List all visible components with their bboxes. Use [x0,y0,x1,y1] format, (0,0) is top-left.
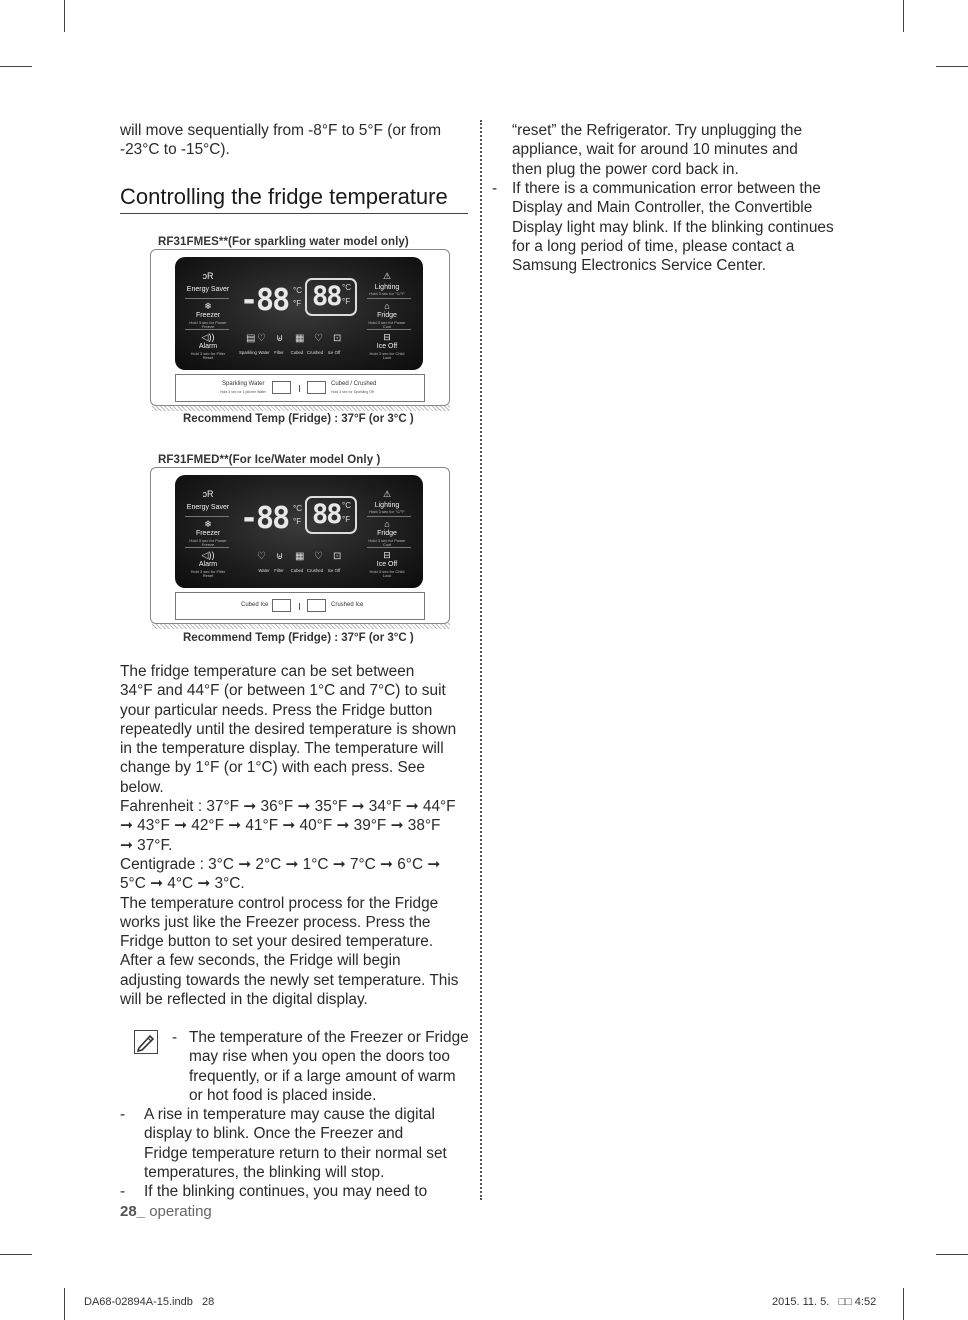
alarm-icon: ◁)) [201,332,215,342]
fridge-sub: Hold 3 sec for Power Cool [368,320,406,329]
fridge-temp-display: 88 [312,499,341,530]
panel1-frame [150,249,450,406]
fridge-temp-paragraph: The fridge temperature can be set between 34°F and 44°F (or between 1°C and 7°C) to suit your particular needs. Press the Fridge button repeatedly until the desired temperature is shown in the temperature display. The temperature will change by 1°F (or 1°C) with each press. See below. Fahrenheit : 37°F ➞ 36°F ➞ 35°F ➞ 34°F ➞ 44°F ➞ 43°F ➞ 42°F ➞ 41°F ➞ 40°F ➞ 39°F ➞ 38°F ➞ 37°F. Centigrade : 3°C ➞ 2°C ➞ 1°C ➞ 7°C ➞ 6°C ➞ 5°C ➞ 4°C ➞ 3°C. The temperature control process for the Fridge works just like the Freezer process. Press the Fridge button to set your desired temperature. After a few seconds, the Fridge will begin adjusting towards the newly set temperature. This will be reflected in the digital display. [120,663,459,1009]
freezer-sub: Hold 3 sec for Power Freeze [189,320,227,329]
lighting-icon: ⚠ [382,271,392,281]
heading-rule [120,213,468,214]
crop-mark [64,1288,65,1320]
mode-label-filter: Filter [274,568,284,573]
note-3: - If the blinking continues, you may need to [120,1183,428,1200]
crushed-ice-button[interactable] [307,599,326,612]
note-1: - The temperature of the Freezer or Fridge may rise when you open the doors too frequently, or if a large amount of warm or hot food is placed inside. [172,1029,469,1104]
separator [185,547,229,548]
panel2-model-label: RF31FMED**(For Ice/Water model Only ) [158,454,381,466]
divider [299,603,300,610]
lighting-icon: ⚠ [382,489,392,499]
freezer-button[interactable]: Freezer [195,312,221,319]
crop-mark [903,1288,904,1320]
alarm-sub: Hold 3 sec for Filter Reset [190,569,226,578]
panel1-model-label: RF31FMES**(For sparkling water model only) [158,236,409,248]
section-name: operating [149,1203,212,1220]
panel2-frame [150,467,450,624]
mode-label-crushed: Crushed [306,568,324,573]
fridge-button[interactable]: Fridge [377,312,397,319]
cubed-crushed-sub: Hold 3 sec for Sparkling Off [331,390,374,394]
dash: - [120,1106,126,1123]
cubed-crushed-label: Cubed / Crushed [331,381,377,387]
crop-mark [936,66,968,67]
lighting-button[interactable]: Lighting [374,502,400,509]
print-date: 2015. 11. 5. □□ 4:52 [772,1296,877,1308]
ice-off-icon: ⊡ [333,551,342,562]
ice-off-sub: Hold 3 sec for Child Lock [369,569,405,578]
separator [185,516,229,517]
separator [367,329,411,330]
divider [299,385,300,392]
fridge-unit-c: °C [342,283,351,292]
lock-icon: ⊟ [383,550,391,560]
note-icon [134,1030,158,1054]
panel2-recommend: Recommend Temp (Fridge) : 37°F (or 3°C ) [183,632,414,644]
mode-label-water: Water [258,568,270,573]
column-divider [480,120,482,1200]
fridge-temp-display: 88 [312,281,341,312]
page-number: 28_ [120,1203,146,1220]
ice-off-button[interactable]: Ice Off [376,343,398,350]
lock-icon: ⊟ [383,332,391,342]
crushed-ice-label: Crushed Ice [331,602,364,608]
ice-off-button[interactable]: Ice Off [376,561,398,568]
mode-label-sparkling: Sparkling [239,350,257,355]
intro-text: will move sequentially from -8°F to 5°F (or from -23°C to -15°C). [120,122,442,159]
dash: - [120,1183,126,1200]
alarm-icon: ◁)) [201,550,215,560]
water-icon: ♡ [257,333,266,344]
energy-saver-button[interactable]: Energy Saver [186,504,230,511]
alarm-sub: Hold 3 sec for Filter Reset [190,351,226,360]
panel1-display [175,257,423,370]
dash: - [492,180,498,197]
crushed-icon: ♡ [314,551,323,562]
cubed-ice-button[interactable] [272,599,291,612]
right-bullet: - If there is a communication error between the Display and Main Controller, the Convertible Display light may blink. If the blinking continues for a long period of time, please contact a Samsung Electronics Service Center. [492,180,834,275]
right-continued-text: “reset” the Refrigerator. Try unplugging the appliance, wait for around 10 minutes and then plug the power cord back in. [512,122,803,178]
freezer-icon: ❄ [204,519,212,529]
cubed-crushed-button[interactable] [307,381,326,394]
crop-mark [936,1254,968,1255]
mode-label-cubed: Cubed [290,568,304,573]
separator [367,298,411,299]
cubed-icon: ▦ [295,551,305,562]
sparkling-water-sub: Hold 3 sec for 1 pitcher Water [220,390,267,394]
freezer-unit-c: °C [293,286,302,295]
alarm-button[interactable]: Alarm [198,343,218,350]
mode-label-ice-off: Ice Off [327,568,341,573]
page-label [120,1203,212,1220]
fridge-icon: ⌂ [384,301,390,311]
crushed-icon: ♡ [314,333,323,344]
crop-mark [0,66,32,67]
lighting-sub: Hold 3 sec for °C/°F [369,291,405,296]
mode-label-ice-off: Ice Off [327,350,341,355]
mode-label-cubed: Cubed [290,350,304,355]
freezer-unit-f: °F [293,517,302,526]
panel2-dispenser-bar [175,592,425,620]
note-2: - A rise in temperature may cause the digital display to blink. Once the Freezer and Fridge temperature return to their normal set temperatures, the blinking will stop. [120,1106,447,1181]
section-heading: Controlling the fridge temperature [120,184,448,209]
lighting-button[interactable]: Lighting [374,284,400,291]
panel2-display [175,475,423,588]
energy-saver-icon: ↄR [202,271,214,281]
ice-off-sub: Hold 3 sec for Child Lock [369,351,405,360]
fridge-unit-f: °F [342,515,351,524]
fridge-sub: Hold 3 sec for Power Cool [368,538,406,547]
mode-label-water: Water [258,350,270,355]
crop-mark [64,0,65,32]
crop-mark [903,0,904,32]
print-file-name: DA68-02894A-15.indb 28 [84,1296,215,1308]
separator [367,516,411,517]
ice-off-icon: ⊡ [333,333,342,344]
freezer-button[interactable]: Freezer [195,530,221,537]
freezer-temp-display: -88 [240,283,289,318]
cubed-icon: ▦ [295,333,305,344]
fridge-unit-c: °C [342,501,351,510]
sparkling-icon: ▤ [246,333,256,344]
sparkling-water-button[interactable] [272,381,291,394]
mode-label-crushed: Crushed [306,350,324,355]
alarm-button[interactable]: Alarm [198,561,218,568]
fridge-button[interactable]: Fridge [377,530,397,537]
energy-saver-button[interactable]: Energy Saver [186,286,230,293]
separator [367,547,411,548]
energy-saver-icon: ↄR [202,489,214,499]
mode-label-filter: Filter [274,350,284,355]
separator [185,329,229,330]
panel1-dispenser-bar [175,374,425,402]
sparkling-water-label: Sparkling Water [222,381,265,387]
freezer-temp-display: -88 [240,501,289,536]
dash: - [172,1029,178,1046]
filter-icon: ⊎ [276,551,284,562]
water-icon: ♡ [257,551,266,562]
panel1-recommend: Recommend Temp (Fridge) : 37°F (or 3°C ) [183,413,414,425]
lighting-sub: Hold 3 sec for °C/°F [369,509,405,514]
crop-mark [0,1254,32,1255]
separator [185,298,229,299]
freezer-unit-c: °C [293,504,302,513]
freezer-icon: ❄ [204,301,212,311]
cubed-ice-label: Cubed Ice [241,602,269,608]
fridge-icon: ⌂ [384,519,390,529]
filter-icon: ⊎ [276,333,284,344]
freezer-unit-f: °F [293,299,302,308]
fridge-unit-f: °F [342,297,351,306]
freezer-sub: Hold 3 sec for Power Freeze [189,538,227,547]
